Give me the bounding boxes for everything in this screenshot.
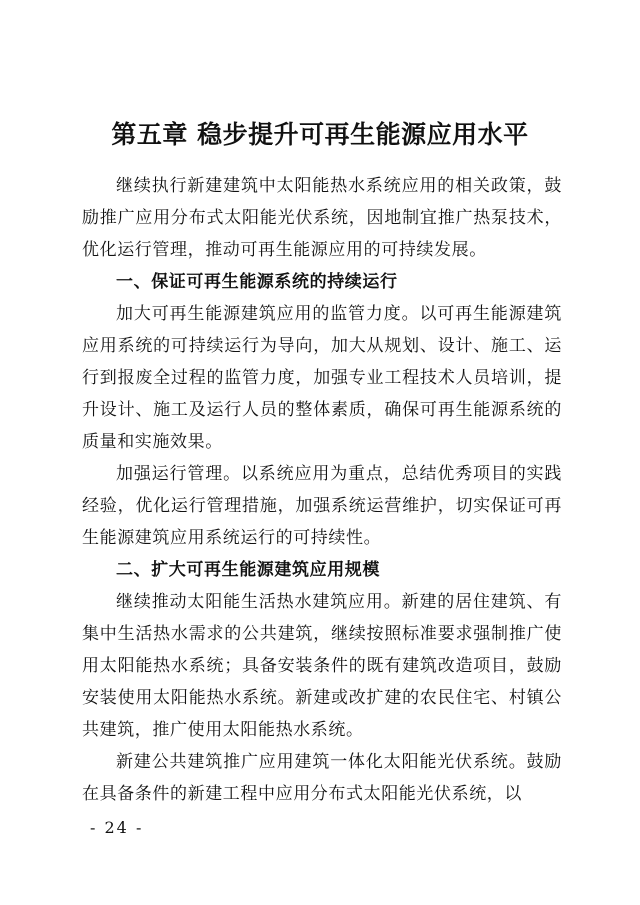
- section-2-paragraph-2: 新建公共建筑推广应用建筑一体化太阳能光伏系统。鼓励在具备条件的新建工程中应用分布式太阳能光伏系统，以: [82, 752, 562, 804]
- chapter-title: 第五章 稳步提升可再生能源应用水平: [111, 119, 529, 149]
- section-1-paragraph-1: 加大可再生能源建筑应用的监管力度。以可再生能源建筑应用系统的可持续运行为导向，加大从规划、设计、施工、运行到报废全过程的监管力度，加强专业工程技术人员培训，提升设计、施工及运行人员的整体素质，确保可再生能源系统的质量和实施效果。: [82, 304, 562, 452]
- intro-paragraph: 继续执行新建建筑中太阳能热水系统应用的相关政策，鼓励推广应用分布式太阳能光伏系统，因地制宜推广热泵技术，优化运行管理，推动可再生能源应用的可持续发展。: [82, 176, 562, 260]
- page-number: - 24 -: [90, 818, 144, 837]
- section-1-paragraph-2: 加强运行管理。以系统应用为重点，总结优秀项目的实践经验，优化运行管理措施，加强系统运营维护，切实保证可再生能源建筑应用系统运行的可持续性。: [82, 464, 562, 548]
- document-body: [82, 170, 562, 810]
- section-2-paragraph-1: 继续推动太阳能生活热水建筑应用。新建的居住建筑、有集中生活热水需求的公共建筑，继续按照标准要求强制推广使用太阳能热水系统；具备安装条件的既有建筑改造项目，鼓励安装使用太阳能热水系统。新建或改扩建的农民住宅、村镇公共建筑，推广使用太阳能热水系统。: [82, 592, 562, 740]
- section-heading-1: 一、保证可再生能源系统的持续运行: [116, 272, 398, 292]
- section-heading-2: 二、扩大可再生能源建筑应用规模: [116, 560, 380, 580]
